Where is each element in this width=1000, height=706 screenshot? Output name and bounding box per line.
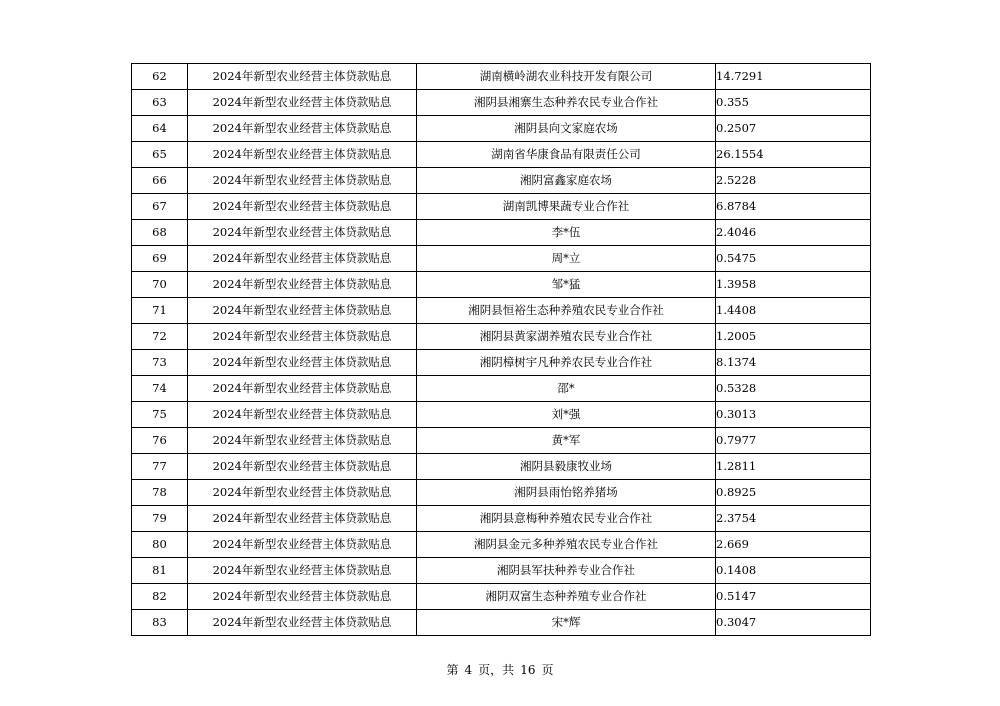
table-row (132, 64, 871, 90)
subsidy-item-cell: 2024年新型农业经营主体贷款贴息 (188, 350, 417, 376)
recipient-name-cell: 湘阴县意梅种养殖农民专业合作社 (417, 506, 716, 532)
table-row (132, 194, 871, 220)
amount-cell: 0.1408 (716, 558, 871, 584)
row-number-cell: 67 (132, 194, 188, 220)
table-row (132, 532, 871, 558)
row-number-cell: 74 (132, 376, 188, 402)
recipient-name-cell: 湘阴双富生态种养殖专业合作社 (417, 584, 716, 610)
row-number-cell: 75 (132, 402, 188, 428)
recipient-name-cell: 湘阴县黄家湖养殖农民专业合作社 (417, 324, 716, 350)
subsidy-item-cell: 2024年新型农业经营主体贷款贴息 (188, 194, 417, 220)
subsidy-item-cell: 2024年新型农业经营主体贷款贴息 (188, 246, 417, 272)
subsidy-item-cell: 2024年新型农业经营主体贷款贴息 (188, 324, 417, 350)
recipient-name-cell: 湖南横岭湖农业科技开发有限公司 (417, 64, 716, 90)
subsidy-item-cell: 2024年新型农业经营主体贷款贴息 (188, 168, 417, 194)
recipient-name-cell: 湘阴县向文家庭农场 (417, 116, 716, 142)
subsidy-item-cell: 2024年新型农业经营主体贷款贴息 (188, 428, 417, 454)
recipient-name-cell: 周*立 (417, 246, 716, 272)
amount-cell: 0.5328 (716, 376, 871, 402)
recipient-name-cell: 湖南省华康食品有限责任公司 (417, 142, 716, 168)
recipient-name-cell: 湘阴县湘寨生态种养农民专业合作社 (417, 90, 716, 116)
table-row (132, 220, 871, 246)
footer-prefix: 第 (446, 663, 459, 677)
amount-cell: 0.5147 (716, 584, 871, 610)
footer-mid: 页，共 (478, 663, 515, 677)
amount-cell: 0.355 (716, 90, 871, 116)
recipient-name-cell: 李*伍 (417, 220, 716, 246)
table-row (132, 506, 871, 532)
table-row (132, 246, 871, 272)
amount-cell: 0.5475 (716, 246, 871, 272)
recipient-name-cell: 湘阴县恒裕生态种养殖农民专业合作社 (417, 298, 716, 324)
footer-total-pages: 16 (520, 663, 536, 677)
row-number-cell: 69 (132, 246, 188, 272)
table-row (132, 376, 871, 402)
subsidy-item-cell: 2024年新型农业经营主体贷款贴息 (188, 116, 417, 142)
amount-cell: 2.3754 (716, 506, 871, 532)
recipient-name-cell: 湘阴樟树宇凡种养农民专业合作社 (417, 350, 716, 376)
row-number-cell: 64 (132, 116, 188, 142)
amount-cell: 8.1374 (716, 350, 871, 376)
row-number-cell: 78 (132, 480, 188, 506)
table-row (132, 428, 871, 454)
table-row (132, 168, 871, 194)
amount-cell: 1.3958 (716, 272, 871, 298)
row-number-cell: 73 (132, 350, 188, 376)
table-row (132, 454, 871, 480)
table-body (132, 64, 871, 636)
table-row (132, 480, 871, 506)
row-number-cell: 77 (132, 454, 188, 480)
amount-cell: 0.3047 (716, 610, 871, 636)
recipient-name-cell: 湘阴县金元多种养殖农民专业合作社 (417, 532, 716, 558)
row-number-cell: 66 (132, 168, 188, 194)
subsidy-item-cell: 2024年新型农业经营主体贷款贴息 (188, 584, 417, 610)
amount-cell: 1.2811 (716, 454, 871, 480)
row-number-cell: 80 (132, 532, 188, 558)
amount-cell: 1.2005 (716, 324, 871, 350)
subsidy-item-cell: 2024年新型农业经营主体贷款贴息 (188, 142, 417, 168)
row-number-cell: 79 (132, 506, 188, 532)
subsidy-item-cell: 2024年新型农业经营主体贷款贴息 (188, 610, 417, 636)
amount-cell: 2.4046 (716, 220, 871, 246)
table-row (132, 298, 871, 324)
row-number-cell: 63 (132, 90, 188, 116)
table-row (132, 350, 871, 376)
subsidy-item-cell: 2024年新型农业经营主体贷款贴息 (188, 64, 417, 90)
row-number-cell: 81 (132, 558, 188, 584)
amount-cell: 14.7291 (716, 64, 871, 90)
recipient-name-cell: 宋*辉 (417, 610, 716, 636)
amount-cell: 0.7977 (716, 428, 871, 454)
table-row (132, 610, 871, 636)
amount-cell: 2.5228 (716, 168, 871, 194)
recipient-name-cell: 湖南凯博果蔬专业合作社 (417, 194, 716, 220)
amount-cell: 6.8784 (716, 194, 871, 220)
table-row (132, 142, 871, 168)
table-row (132, 324, 871, 350)
row-number-cell: 72 (132, 324, 188, 350)
amount-cell: 0.2507 (716, 116, 871, 142)
row-number-cell: 82 (132, 584, 188, 610)
recipient-name-cell: 湘阴县军扶种养专业合作社 (417, 558, 716, 584)
subsidy-item-cell: 2024年新型农业经营主体贷款贴息 (188, 90, 417, 116)
footer-page-number: 4 (464, 663, 473, 677)
table-row (132, 116, 871, 142)
table-row (132, 558, 871, 584)
amount-cell: 1.4408 (716, 298, 871, 324)
row-number-cell: 68 (132, 220, 188, 246)
footer-suffix: 页 (541, 663, 554, 677)
recipient-name-cell: 湘阴县毅康牧业场 (417, 454, 716, 480)
recipient-name-cell: 黄*军 (417, 428, 716, 454)
page-footer (0, 661, 1000, 678)
recipient-name-cell: 邹*猛 (417, 272, 716, 298)
subsidy-item-cell: 2024年新型农业经营主体贷款贴息 (188, 220, 417, 246)
subsidy-item-cell: 2024年新型农业经营主体贷款贴息 (188, 506, 417, 532)
subsidy-item-cell: 2024年新型农业经营主体贷款贴息 (188, 480, 417, 506)
subsidy-item-cell: 2024年新型农业经营主体贷款贴息 (188, 558, 417, 584)
table-row (132, 272, 871, 298)
subsidy-item-cell: 2024年新型农业经营主体贷款贴息 (188, 376, 417, 402)
row-number-cell: 62 (132, 64, 188, 90)
amount-cell: 0.3013 (716, 402, 871, 428)
row-number-cell: 65 (132, 142, 188, 168)
subsidy-item-cell: 2024年新型农业经营主体贷款贴息 (188, 272, 417, 298)
recipient-name-cell: 湘阴富鑫家庭农场 (417, 168, 716, 194)
table-row (132, 584, 871, 610)
subsidy-item-cell: 2024年新型农业经营主体贷款贴息 (188, 454, 417, 480)
recipient-name-cell: 刘*强 (417, 402, 716, 428)
recipient-name-cell: 湘阴县雨怡铭养猪场 (417, 480, 716, 506)
row-number-cell: 70 (132, 272, 188, 298)
amount-cell: 2.669 (716, 532, 871, 558)
row-number-cell: 83 (132, 610, 188, 636)
amount-cell: 26.1554 (716, 142, 871, 168)
amount-cell: 0.8925 (716, 480, 871, 506)
subsidy-item-cell: 2024年新型农业经营主体贷款贴息 (188, 402, 417, 428)
row-number-cell: 76 (132, 428, 188, 454)
recipient-name-cell: 邵* (417, 376, 716, 402)
table-row (132, 90, 871, 116)
subsidy-table (131, 63, 871, 636)
row-number-cell: 71 (132, 298, 188, 324)
subsidy-item-cell: 2024年新型农业经营主体贷款贴息 (188, 298, 417, 324)
table-row (132, 402, 871, 428)
subsidy-item-cell: 2024年新型农业经营主体贷款贴息 (188, 532, 417, 558)
